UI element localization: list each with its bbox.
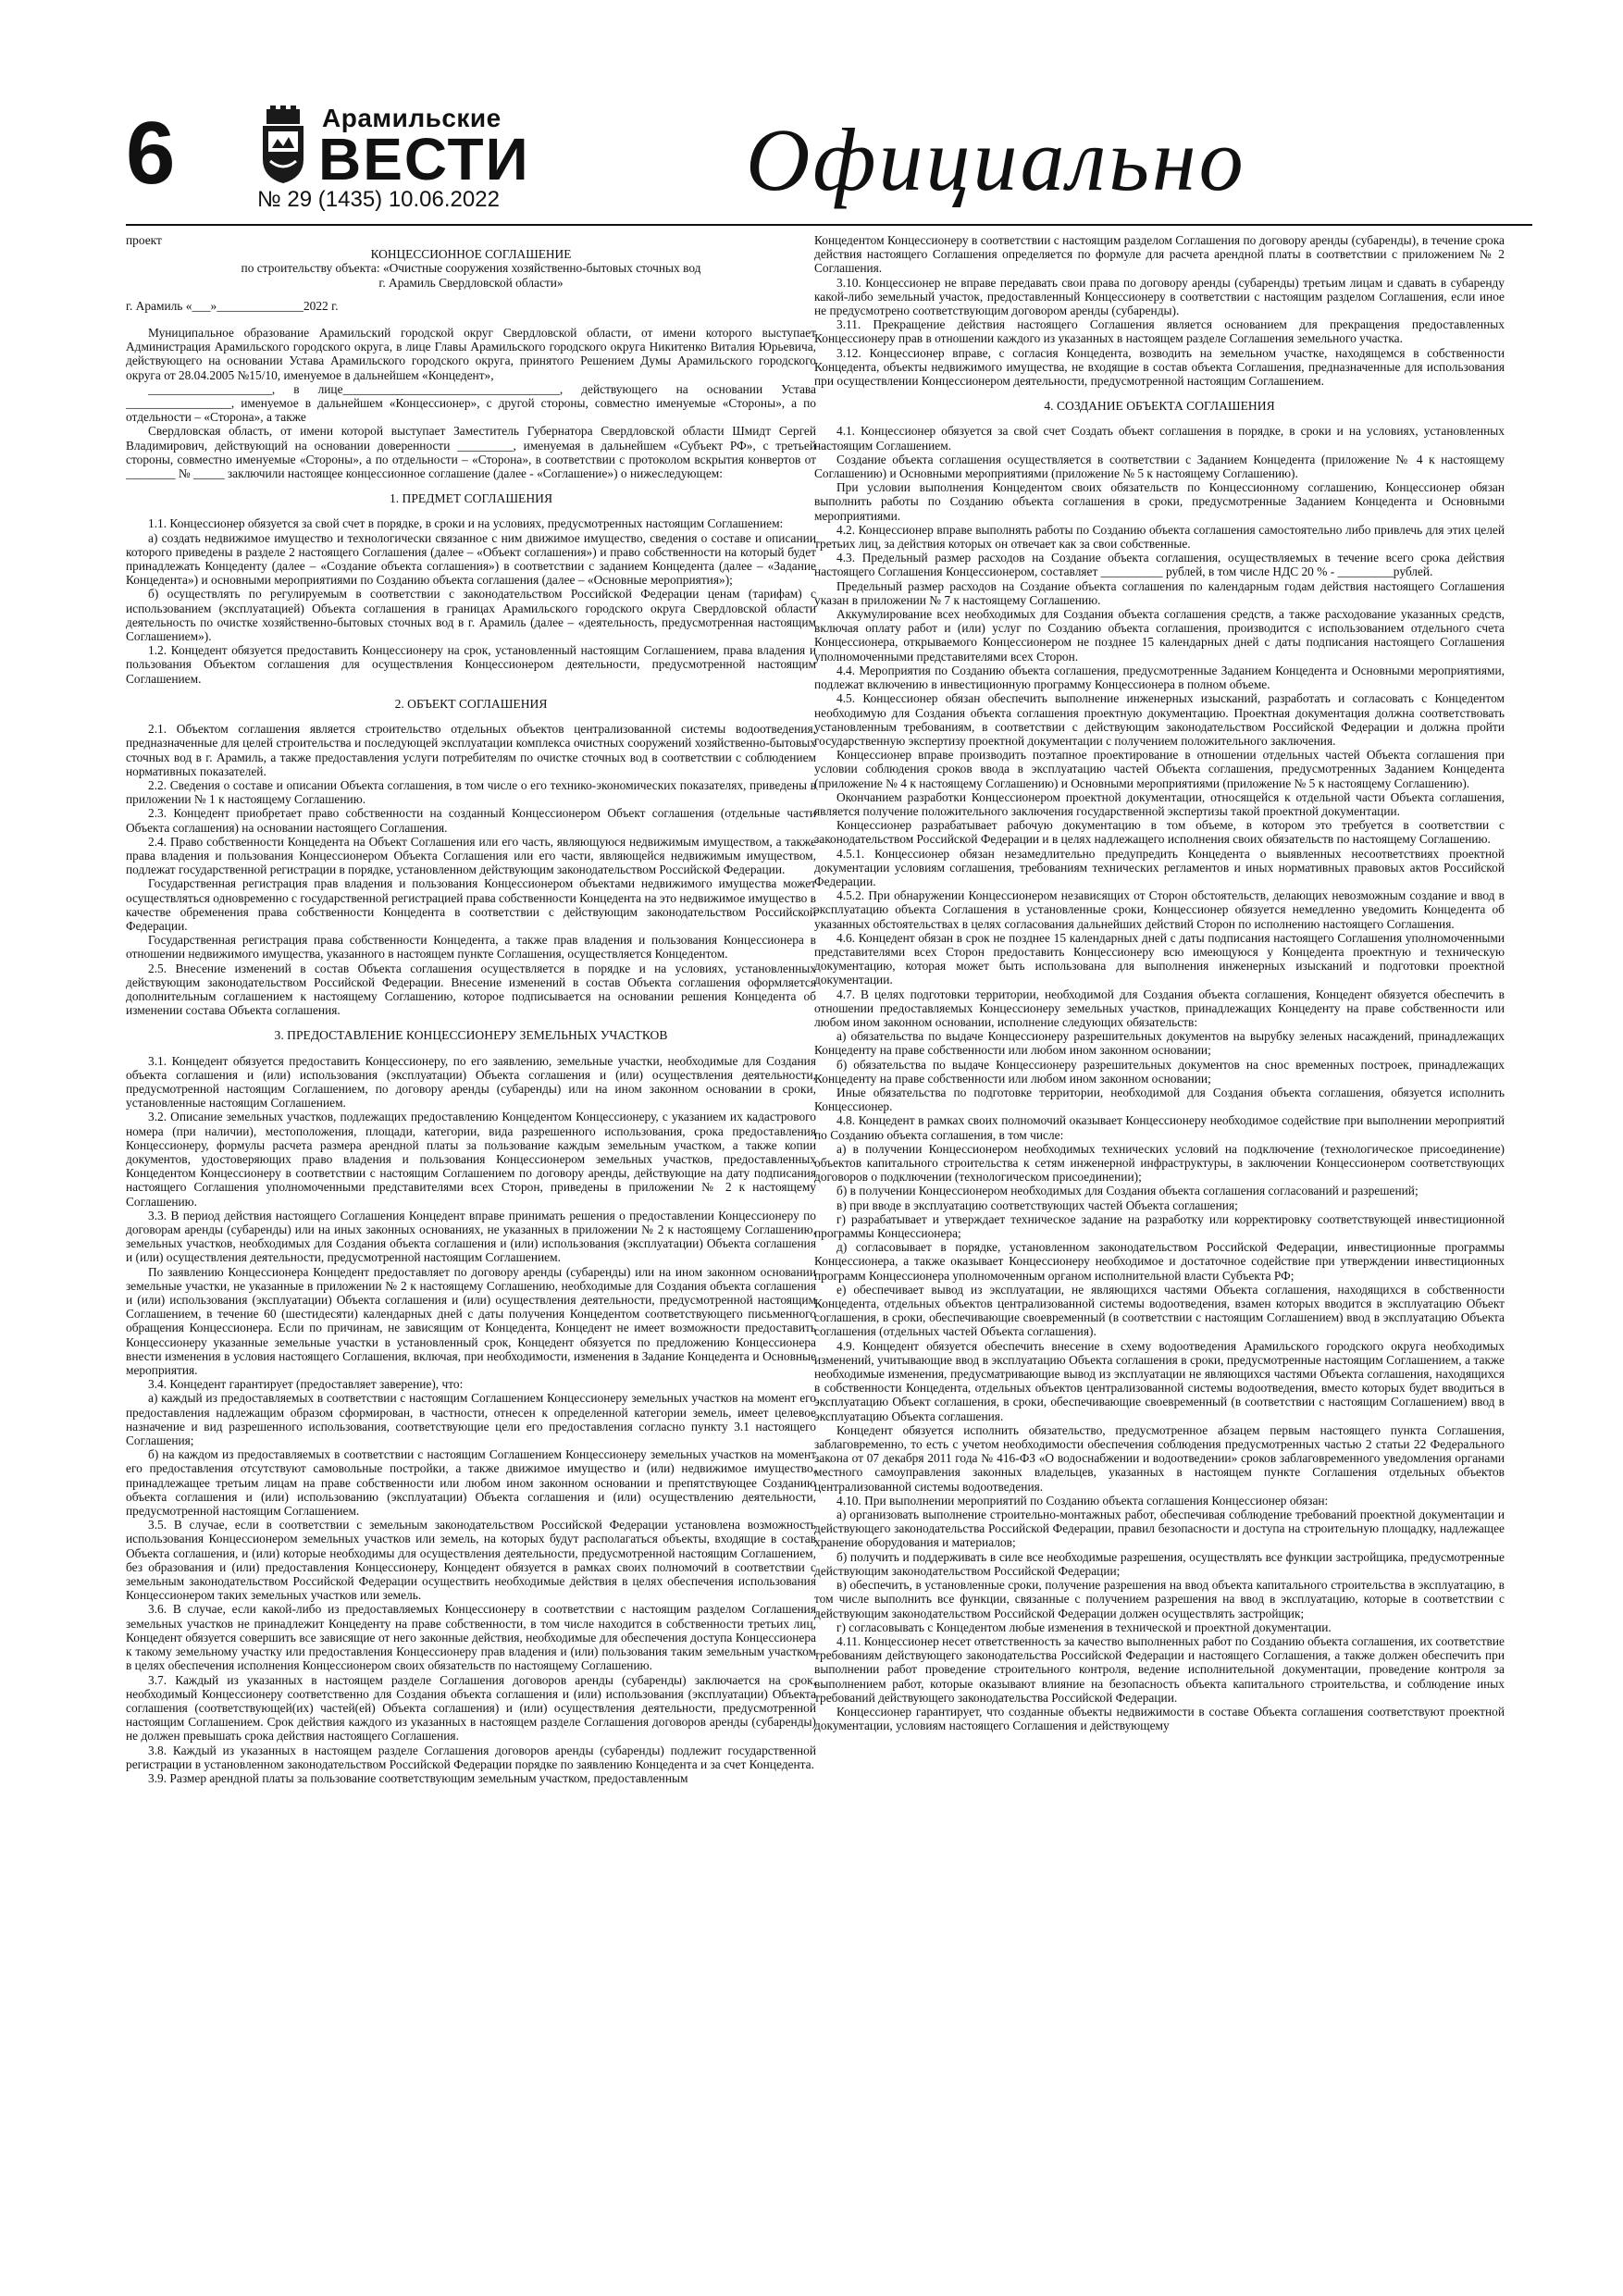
left-column [126,233,816,1785]
paragraph: 4.5.2. При обнаружении Концессионером независящих от Сторон обстоятельств, делающих невозможным создание и ввод в эксплуатацию объекта Соглашения в установленные сроки, Концессионер обязуется немедленно уведомить Концедента об указанных обстоятельствах в целях согласования дальнейших действий Сторон по исполнению настоящего Соглашения. [814,888,1505,931]
paragraph: Концессионер вправе производить поэтапное проектирование в отношении отдельных частей Объекта соглашения при условии соблюдения сроков ввода в эксплуатацию частей Объекта соглашения, предусмотренных Заданием Концедента (приложение № 4 к настоящему Соглашению) и Основными мероприятиями (приложение № 5 к настоящему Соглашению). [814,748,1505,790]
paragraph: 4.7. В целях подготовки территории, необходимой для Создания объекта соглашения, Концедент обязуется обеспечить в отношении предоставляемых Концессионеру земельных участков, принадлежащих Концеденту на праве собственности или любом ином законном основании, исполнение следующих обязательств: [814,987,1505,1029]
paragraph: По заявлению Концессионера Концедент предоставляет по договору аренды (субаренды) или на ином законном основании земельные участки, не указанные в приложении № 2 к настоящему Соглашению, необходимые для Создания объекта соглашения и (или) использования (эксплуатации) Объекта соглашения и (или) осуществления деятельности, предусмотренной настоящим Соглашением, в течение 60 (шестидесяти) календарных дней с даты получения Концедентом соответствующего письменного обращения Концессионера. Если по причинам, не зависящим от Концедента, Концедент не имеет возможности предоставить Концессионеру указанные земельные участки в установленный срок, Концедент обязуется по предложению Концессионера внести изменения в условия настоящего Соглашения, включая, при необходимости, изменения в Задание Концедента и Основные мероприятия. [126,1264,816,1378]
paragraph: Создание объекта соглашения осуществляется в соответствии с Заданием Концедента (приложение № 4 к настоящему Соглашению) и Основными мероприятиями (приложение № 5 к настоящему Соглашению). [814,452,1505,481]
preamble [126,326,816,480]
paragraph: 2.1. Объектом соглашения является строительство отдельных объектов централизованной системы водоотведения, предназначенные для целей строительства и последующей эксплуатации комплекса очистных сооружений хозяйственно-бытовых сточных вод в г. Арамиль, а также предоставления услуги потребителям по очистке сточных вод в соответствии с соблюдением нормативных показателей. [126,722,816,778]
section-2 [126,722,816,1017]
paragraph: 3.11. Прекращение действия настоящего Соглашения является основанием для прекращения предоставленных Концессионеру прав в отношении каждого из указанных в настоящем разделе Соглашения земельного участка. [814,317,1505,346]
paragraph: 2.5. Внесение изменений в состав Объекта соглашения осуществляется в порядке и на условиях, установленных действующим законодательством Российской Федерации. Внесение изменений в состав Объекта соглашения оформляется дополнительным соглашением к настоящему Соглашению, которое подписывается на основании решения Концедента об изменении состава Объекта соглашения. [126,961,816,1018]
paragraph: Свердловская область, от имени которой выступает Заместитель Губернатора Свердловской области Шмидт Сергей Владимирович, действующий на основании доверенности _________, именуемая в дальнейшем «Субъект РФ», с третьей стороны, совместно именуемые «Стороны», а по отдельности – «Сторона», в соответствии с протоколом вскрытия конвертов от ________ № _____ заключили настоящее концессионное соглашение (далее - «Соглашение») о нижеследующем: [126,424,816,481]
paragraph: 4.6. Концедент обязан в срок не позднее 15 календарных дней с даты подписания настоящего Соглашения уполномоченными представителями всех Сторон предоставить Концессионеру всю имеющуюся у Концедента проектную и техническую документацию, которая может быть использована для выполнения инженерных изысканий и подготовки проектной документации. [814,930,1505,987]
paragraph: в) при вводе в эксплуатацию соответствующих частей Объекта соглашения; [836,1198,1238,1212]
paragraph: 4.2. Концессионер вправе выполнять работы по Созданию объекта соглашения самостоятельно либо привлечь для этих целей третьих лиц, за действия которых он отвечает как за свои собственные. [814,522,1505,552]
paragraph: 4.3. Предельный размер расходов на Создание объекта соглашения, осуществляемых в течение всего срока действия настоящего Соглашения Концессионером, составляет __________ рублей, в том числе НДС 20 % - _________рублей. [814,551,1505,579]
paragraph: Предельный размер расходов на Создание объекта соглашения по календарным годам действия настоящего Соглашения указан в приложении № 7 к настоящему Соглашению. [814,578,1505,607]
paragraph: 3.9. Размер арендной платы за пользование соответствующим земельным участком, предоставленным [148,1770,688,1785]
paragraph: 3.2. Описание земельных участков, подлежащих предоставлению Концедентом Концессионеру, с указанием их кадастрового номера (при наличии), местоположения, площади, категории, вида разрешенного использования, срока предоставления Концессионеру, формулы расчета размера арендной платы за пользование каждым земельным участком, а также копии документов, удостоверяющих право владения и пользования Концессионером земельных участков, предоставленных Концедентом Концессионеру в соответствии с настоящим Соглашением по договору аренды, действующие на дату подписания настоящего Соглашения уполномоченными представителями всех Сторон, приведены в приложении № 2 к настоящему Соглашению. [126,1110,816,1209]
section-heading-1: 1. ПРЕДМЕТ СОГЛАШЕНИЯ [389,491,553,506]
paragraph: Иные обязательства по подготовке территории, необходимой для Создания объекта соглашения, обязуется исполнить Концессионер. [814,1085,1505,1114]
issue-number: № 29 (1435) 10.06.2022 [257,187,500,212]
paragraph: 2.2. Сведения о составе и описании Объекта соглашения, в том числе о его технико-экономических показателях, приведены в приложении № 1 к настоящему Соглашению. [126,777,816,807]
paragraph: 3.1. Концедент обязуется предоставить Концессионеру, по его заявлению, земельные участки, необходимые для Создания объекта соглашения и (или) использования (эксплуатации) Объекта соглашения и (или) осуществления деятельности, предусмотренной настоящим Соглашением, по договору аренды (субаренды) или на ином законном основании в сроки, установленные настоящим Соглашением. [126,1053,816,1111]
paragraph: в) обеспечить, в установленные сроки, получение разрешения на ввод объекта капитального строительства в эксплуатацию, в том числе выполнить все функции, связанные с получением разрешения на ввод в эксплуатацию, которые в соответствии с действующим законодательством Российской Федерации должен осуществлять застройщик; [814,1578,1505,1620]
paragraph: а) каждый из предоставляемых в соответствии с настоящим Соглашением Концессионеру земельных участков на момент его предоставления надлежащим образом сформирован, в частности, отнесен к определенной категории земель, имеет целевое назначение и вид разрешенного использования, соответствующие цели его предоставления согласно пункту 3.1 настоящего Соглашения; [126,1391,816,1448]
paragraph: 4.9. Концедент обязуется обеспечить внесение в схему водоотведения Арамильского городского округа необходимых изменений, учитывающие ввод в эксплуатацию Объекта соглашения в сроки, предусмотренные настоящим Соглашением, а также необходимые изменения, предусматривающие вывод из эксплуатации не являющихся частями Объекта соглашения, находящихся в собственности Концедента, отдельных объектов централизованной системы водоотведения, вместо которых будет вводиться в эксплуатацию Объект соглашения, в сроки, обеспечивающие своевременный (в соответствии с настоящим Соглашением) ввод в эксплуатацию Объекта соглашения. [814,1338,1505,1423]
page-number: 6 [126,104,176,203]
paragraph: 4.5.1. Концессионер обязан незамедлительно предупредить Концедента о выявленных несоответствиях проектной документации условиям соглашения, требованиям технических регламентов и иных нормативных правовых актов Российской Федерации. [814,846,1505,888]
brand-subtitle: Арамильские [322,104,502,132]
paragraph: Концедентом Концессионеру в соответствии с настоящим разделом Соглашения по договору аренды (субаренды), в течение срока действия настоящего Соглашения определяется по формуле для расчета арендной платы в соответствии с приложением № 2 Соглашения. [814,233,1505,276]
paragraph: 2.4. Право собственности Концедента на Объект Соглашения или его часть, являющуюся недвижимым имуществом, а также права владения и пользования Концессионером Объекта Соглашения или его части, являющейся недвижимым имуществом, подлежат государственной регистрации в порядке, установленном действующим законодательством Российской Федерации. [126,834,816,877]
paragraph: ____________________, в лице___________________________________, действующего на основании Устава _________________, именуемое в дальнейшем «Концессионер», с другой стороны, совместно именуемые «Стороны», а по отдельности – «Сторона», а также [126,381,816,425]
paragraph: Государственная регистрация права собственности Концедента, а также прав владения и пользования Концессионера в отношении недвижимого имущества, указанного в настоящем пункте Соглашения, осуществляется Концедентом. [126,933,816,962]
document-subtitle: по строительству объекта: «Очистные сооружения хозяйственно-бытовых сточных вод [241,261,701,276]
paragraph: д) согласовывает в порядке, установленном законодательством Российской Федерации, инвестиционные программы Концессионера, а также оказывает Концессионеру необходимое и достаточное содействие при утверждении инвестиционных программ Концессионера уполномоченным органом исполнительной власти Субъекта РФ; [814,1240,1505,1283]
section-heading-2: 2. ОБЪЕКТ СОГЛАШЕНИЯ [394,696,548,711]
place-date: г. Арамиль «___»______________2022 г. [126,298,339,313]
paragraph: 3.12. Концессионер вправе, с согласия Концедента, возводить на земельном участке, находящемся в собственности Концедента, объекты недвижимого имущества, не входящие в состав объекта Соглашения, предназначенные для использования при осуществлении Концессионером деятельности, предусмотренной настоящим Соглашением. [814,345,1505,389]
coat-of-arms-icon [255,105,311,185]
paragraph: 3.7. Каждый из указанных в настоящем разделе Соглашения договоров аренды (субаренды) заключается на срок, необходимый Концессионеру соответственно для Создания объекта соглашения и (или) использования (эксплуатации) Объекта соглашения (соответствующей(их) частей(ей) Объекта соглашения) и (или) осуществления деятельности, предусмотренной настоящим Соглашением. Срок действия каждого из указанных в настоящем разделе Соглашения договоров аренды (субаренды) не должен превышать срока действия настоящего Соглашения. [126,1672,816,1744]
paragraph: 1.1. Концессионер обязуется за свой счет в порядке, в сроки и на условиях, предусмотренных настоящим Соглашением: [148,516,784,531]
paragraph: 3.5. В случае, если в соответствии с земельным законодательством Российской Федерации установлена возможность использования Концессионером земельных участков или земель, на которых будут располагаться объекты, входящие в состав Объекта соглашения, и (или) которые необходимы для осуществления деятельности, предусмотренной настоящим Соглашением, без образования и (или) предоставления Концессионеру, Концедент обязуется в рамках своих полномочий в соответствии с земельным законодательством Российской Федерации осуществить необходимые действия в целях обеспечения использования Концессионером таких земельных участков или земель. [126,1518,816,1603]
section-title: Официально [746,110,1246,209]
draft-label: проект [126,233,162,247]
paragraph: б) получить и поддерживать в силе все необходимые разрешения, осуществлять все функции застройщика, предусмотренные действующим законодательством Российской Федерации; [814,1549,1505,1578]
masthead [126,102,1532,222]
paragraph: 4.10. При выполнении мероприятий по Созданию объекта соглашения Концессионер обязан: [836,1493,1329,1508]
paragraph: Концессионер гарантирует, что созданные объекты недвижимости в составе Объекта соглашения соответствуют проектной документации, условиям настоящего Соглашения и действующему [814,1704,1505,1733]
paragraph: 3.3. В период действия настоящего Соглашения Концедент вправе принимать решения о предоставлении Концессионеру по договорам аренды (субаренды) или на иных законных основаниях, не указанных в приложении № 2 к настоящему Соглашению, земельных участков, необходимых для Создания объекта соглашения и (или) использования (эксплуатации) Объекта соглашения и (или) осуществления деятельности, предусмотренной настоящим Соглашением. [126,1208,816,1265]
paragraph: б) в получении Концессионером необходимых для Создания объекта соглашения согласований и разрешений; [836,1184,1419,1198]
paragraph: а) обязательства по выдаче Концессионеру разрешительных документов на вырубку зеленых насаждений, принадлежащих Концеденту на праве собственности или любом ином законном основании; [814,1029,1505,1058]
paragraph: 4.11. Концессионер несет ответственность за качество выполненных работ по Созданию объекта соглашения, их соответствие требованиям действующего законодательства Российской Федерации и настоящего Соглашения, а также должен обеспечить при выполнении работ проведение строительного контроля, ведение исполнительной документации, проведение контроля за выполнением работ, которые оказывают влияние на безопасность объекта капитального строительства, и соблюдение иных требований действующего законодательства Российской Федерации. [814,1633,1505,1705]
section-3 [126,1054,816,1786]
paragraph: При условии выполнения Концедентом своих обязательств по Концессионному соглашению, Концессионер обязан выполнить работы по Созданию объекта соглашения в сроки, предусмотренные Заданием Концедента и Основными мероприятиями. [814,480,1505,523]
section-4 [814,424,1505,1732]
paragraph: 4.8. Концедент в рамках своих полномочий оказывает Концессионеру необходимое содействие при выполнении мероприятий по Созданию объекта соглашения, в том числе: [814,1113,1505,1142]
paragraph: 4.1. Концессионер обязуется за свой счет Создать объект соглашения в порядке, в сроки и на условиях, установленных настоящим Соглашением. [814,424,1505,453]
paragraph: а) организовать выполнение строительно-монтажных работ, обеспечивая соблюдение требований проектной документации и действующего законодательства Российской Федерации, правил безопасности и доступа на строительную площадку, надлежащее хранение оборудования и материалов; [814,1508,1505,1550]
paragraph: 2.3. Концедент приобретает право собственности на созданный Концессионером Объект соглашения (отдельные части Объекта соглашения) на основании настоящего Соглашения. [126,806,816,835]
paragraph: 4.4. Мероприятия по Созданию объекта соглашения, предусмотренные Заданием Концедента и Основными мероприятиями, подлежат включению в инвестиционную программу Концессионера в полном объеме. [814,663,1505,692]
paragraph: Аккумулирование всех необходимых для Создания объекта соглашения средств, а также расходование указанных средств, включая оплату работ и (или) услуг по Созданию объекта соглашения, производится с использованием отдельного счета Концессионера, открываемого Концессионером не позднее 15 календарных дней с даты подписания настоящего Соглашения уполномоченными представителями всех Сторон. [814,607,1505,664]
paragraph: г) разрабатывает и утверждает техническое задание на разработку или корректировку соответствующей инвестиционной программы Концессионера; [814,1211,1505,1241]
paragraph: 1.2. Концедент обязуется предоставить Концессионеру на срок, установленный настоящим Соглашением, права владения и пользования Объектом соглашения для осуществления Концессионером деятельности, предусмотренной настоящим Соглашением. [126,643,816,686]
paragraph: г) согласовывать с Концедентом любые изменения в технической и проектной документации. [836,1620,1332,1634]
header-divider [126,224,1532,226]
paragraph: 3.4. Концедент гарантирует (предоставляет заверение), что: [148,1377,464,1392]
paragraph: 3.10. Концессионер не вправе передавать свои права по договору аренды (субаренды) третьим лицам и сдавать в субаренду какой-либо земельный участок, предоставленный Концессионеру в соответствии с настоящим разделом Соглашения, если иное не предусмотрено соответствующим договором аренды (субаренды). [814,275,1505,318]
paragraph: Концедент обязуется исполнить обязательство, предусмотренное абзацем первым настоящего пункта Соглашения, заблаговременно, то есть с учетом необходимости обеспечения соблюдения предусмотренных частью 2 статьи 22 Федерального закона от 07 декабря 2011 года № 416-ФЗ «О водоснабжении и водоотведении» сроков заблаговременного уведомления органами местного самоуправления законных владельцев, указанных в настоящем пункте Соглашения отдельных объектов централизованной системы водоотведения. [814,1422,1505,1494]
paragraph: е) обеспечивает вывод из эксплуатации, не являющихся частями Объекта соглашения, находящихся в собственности Концедента, отдельных объектов централизованной системы водоотведения, взамен которых вводится в эксплуатацию Объект соглашения, в сроки, обеспечивающие своевременный (в соответствии с настоящим Соглашением) ввод в эксплуатацию Объекта соглашения (отдельных частей Объекта соглашения). [814,1282,1505,1339]
paragraph: 3.8. Каждый из указанных в настоящем разделе Соглашения договоров аренды (субаренды) подлежит государственной регистрации в установленном законодательством Российской Федерации порядке по заявлению Концедента и за счет Концедента. [126,1743,816,1771]
paragraph: 4.5. Концессионер обязан обеспечить выполнение инженерных изысканий, разработать и согласовать с Концедентом необходимую для Создания объекта соглашения проектную документацию. Проектная документация должна соответствовать установленным требованиям, в соответствии с действующим законодательством Российской Федерации и должна пройти государственную экспертизу проектной документации с получением положительного заключения. [814,691,1505,748]
right-column [814,233,1505,1732]
document-subtitle-2: г. Арамиль Свердловской области» [378,275,564,290]
paragraph: б) обязательства по выдаче Концессионеру разрешительных документов на снос временных построек, принадлежащих Концеденту на праве собственности или любом ином законном основании; [814,1057,1505,1086]
paragraph: Окончанием разработки Концессионером проектной документации, относящейся к отдельной части Объекта соглашения, является получение положительного заключения государственной экспертизы такой проектной документации. [814,789,1505,818]
section-heading-3: 3. ПРЕДОСТАВЛЕНИЕ КОНЦЕССИОНЕРУ ЗЕМЕЛЬНЫХ УЧАСТКОВ [274,1028,668,1043]
paragraph: Концессионер разрабатывает рабочую документацию в том объеме, в котором это требуется в соответствии с законодательством Российской Федерации и в целях надлежащего исполнения своих обязательств по настоящему Соглашению. [814,818,1505,847]
paragraph: б) осуществлять по регулируемым в соответствии с законодательством Российской Федерации ценам (тарифам) с использованием (эксплуатацией) Объекта соглашения в границах Арамильского городского округа Свердловской области деятельность по очистке хозяйственно-бытовых сточных вод в г. Арамиль (далее – «деятельность, предусмотренная настоящим Соглашением»). [126,587,816,644]
section-heading-4: 4. СОЗДАНИЕ ОБЪЕКТА СОГЛАШЕНИЯ [1044,399,1275,414]
section-1 [126,516,816,685]
brand-title: ВЕСТИ [318,126,530,192]
paragraph: 3.6. В случае, если какой-либо из предоставляемых Концессионеру в соответствии с настоящим разделом Соглашения земельных участков не принадлежит Концеденту на праве собственности, в том числе находится в собственности третьих лиц, Концедент обязуется совершить все зависящие от него законные действия, необходимые для обеспечения доступа Концессионера к такому земельному участку или предоставления Концессионеру прав владения и (или) пользования таким земельным участком в целях обеспечения исполнения Концессионером своих обязательств по настоящему Соглашению. [126,1602,816,1673]
paragraph: а) в получении Концессионером необходимых технических условий на подключение (технологическое присоединение) объектов капитального строительства к сетям инженерной инфраструктуры, в заключении Концессионером соответствующих договоров о подключении (технологическом присоединении); [814,1141,1505,1185]
paragraph: а) создать недвижимое имущество и технологически связанное с ним движимое имущество, сведения о составе и описании которого приведены в разделе 2 настоящего Соглашения (далее – «Объект соглашения») и право собственности на который будет принадлежать Концеденту (далее – «Создание объекта соглашения») в соответствии с заданием Концедента (далее – «Задание Концедента») и основными мероприятиями по Созданию объекта соглашения (далее – «Основные мероприятия»); [126,530,816,588]
section-3-continued [814,233,1505,388]
paragraph: Муниципальное образование Арамильский городской округ Свердловской области, от имени которого выступает Администрация Арамильского городского округа, в лице Главы Арамильского городского округа Никитенко Виталия Юрьевича, действующего на основании Устава Арамильского городского округа, принятого Решением Думы Арамильского городского округа от 28.04.2005 №15/10, именуемое в дальнейшем «Концедент», [126,326,816,382]
paragraph: Государственная регистрация прав владения и пользования Концессионером объектами недвижимого имущества может осуществляться одновременно с государственной регистрацией права собственности Концедента на это недвижимое имущество в качестве обременения права собственности Концедента в соответствии с действующим законодательством Российской Федерации. [126,876,816,933]
document-title: КОНЦЕССИОННОЕ СОГЛАШЕНИЕ [370,247,572,262]
paragraph: б) на каждом из предоставляемых в соответствии с настоящим Соглашением Концессионеру земельных участков на момент его предоставления отсутствуют самовольные постройки, а также движимое имущество и (или) недвижимое имущество, принадлежащее третьим лицам на праве собственности или любом ином законном основании и препятствующее Созданию объекта соглашения и (или) использованию (эксплуатации) Объекта соглашения и (или) осуществлению деятельности, предусмотренной настоящим Соглашением. [126,1447,816,1519]
